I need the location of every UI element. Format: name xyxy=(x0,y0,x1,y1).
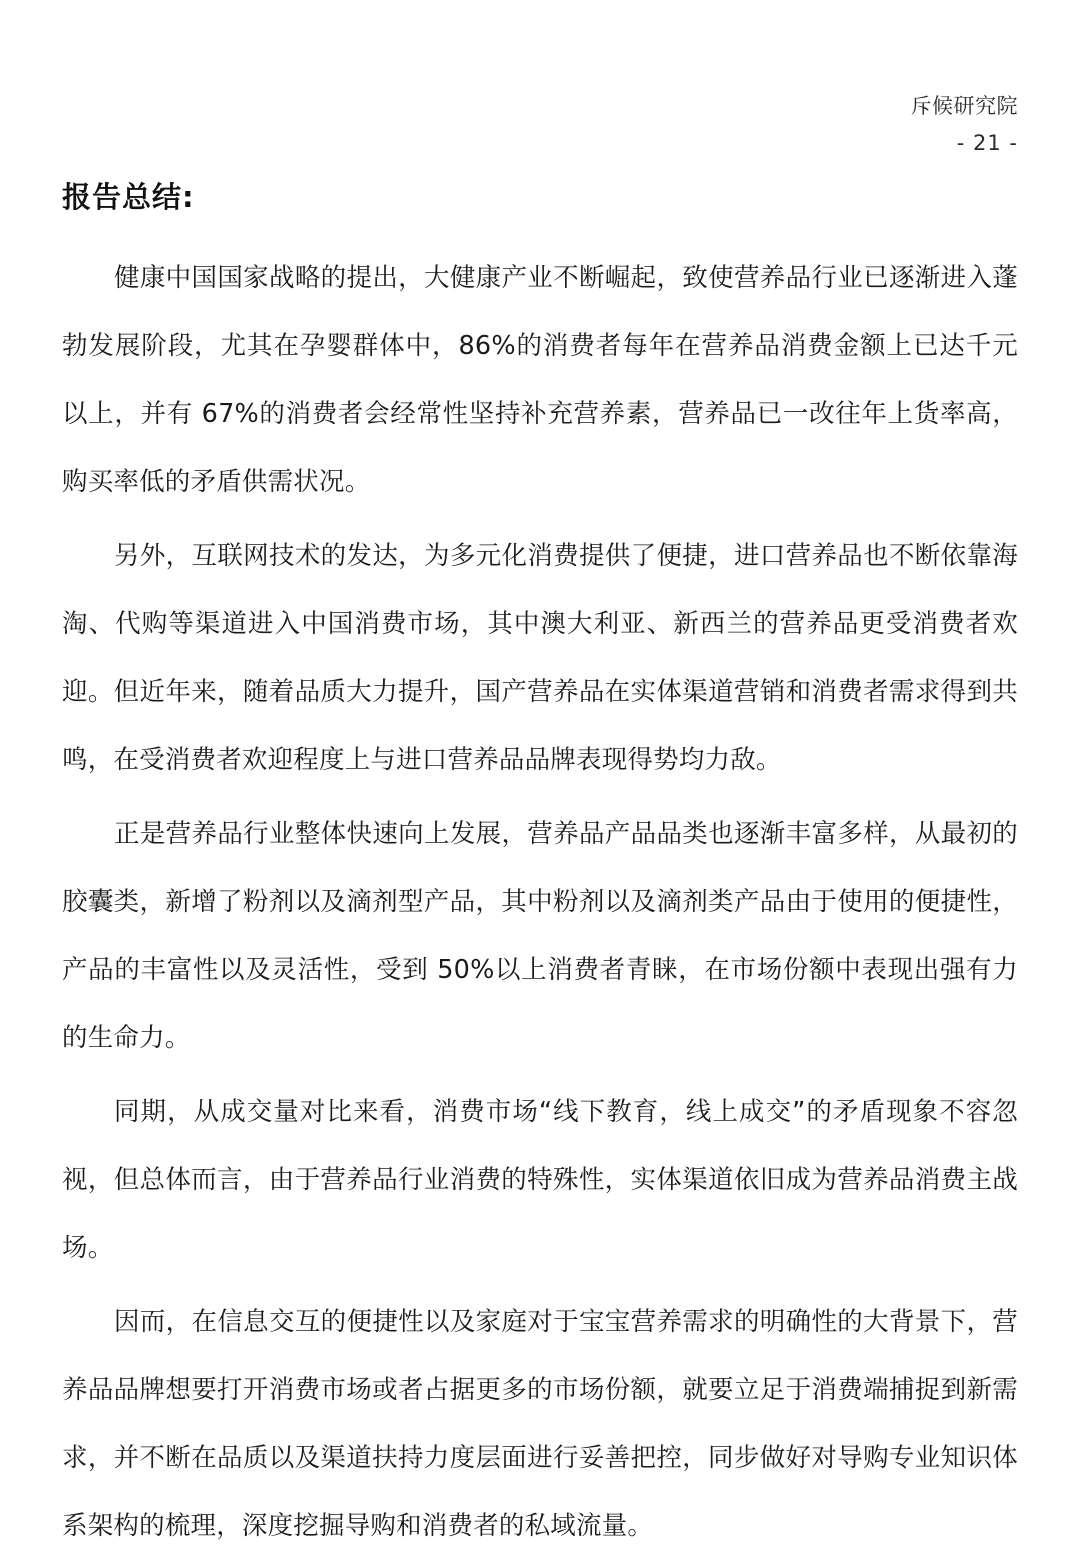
paragraph-3: 正是营养品行业整体快速向上发展，营养品产品品类也逐渐丰富多样，从最初的胶囊类，新增了粉剂以及滴剂型产品，其中粉剂以及滴剂类产品由于使用的便捷性，产品的丰富性以及灵活性，受到 50%以上消费者青睐，在市场份额中表现出强有力的生命力。 xyxy=(62,819,1018,1053)
paragraph-2: 另外，互联网技术的发达，为多元化消费提供了便捷，进口营养品也不断依靠海淘、代购等渠道进入中国消费市场，其中澳大利亚、新西兰的营养品更受消费者欢迎。但近年来，随着品质大力提升，国产营养品在实体渠道营销和消费者需求得到共鸣，在受消费者欢迎程度上与进口营养品品牌表现得势均力敌。 xyxy=(62,541,1018,775)
header-organization: 斥候研究院 xyxy=(910,94,1018,118)
page-header xyxy=(911,96,1019,154)
paragraph-1: 健康中国国家战略的提出，大健康产业不断崛起，致使营养品行业已逐渐进入蓬勃发展阶段，尤其在孕婴群体中，86%的消费者每年在营养品消费金额上已达千元以上，并有 67%的消费者会经常性坚持补充营养素，营养品已一改往年上货率高，购买率低的矛盾供需状况。 xyxy=(62,263,1018,497)
document-body xyxy=(62,175,1018,1560)
paragraph-5: 因而，在信息交互的便捷性以及家庭对于宝宝营养需求的明确性的大背景下，营养品品牌想要打开消费市场或者占据更多的市场份额，就要立足于消费端捕捉到新需求，并不断在品质以及渠道扶持力度层面进行妥善把控，同步做好对导购专业知识体系架构的梳理，深度挖掘导购和消费者的私域流量。 xyxy=(62,1307,1018,1541)
paragraph-4: 同期，从成交量对比来看，消费市场“线下教育，线上成交”的矛盾现象不容忽视，但总体而言，由于营养品行业消费的特殊性，实体渠道依旧成为营养品消费主战场。 xyxy=(62,1097,1018,1263)
page-number: - 21 - xyxy=(956,131,1018,155)
section-title: 报告总结: xyxy=(62,180,195,214)
